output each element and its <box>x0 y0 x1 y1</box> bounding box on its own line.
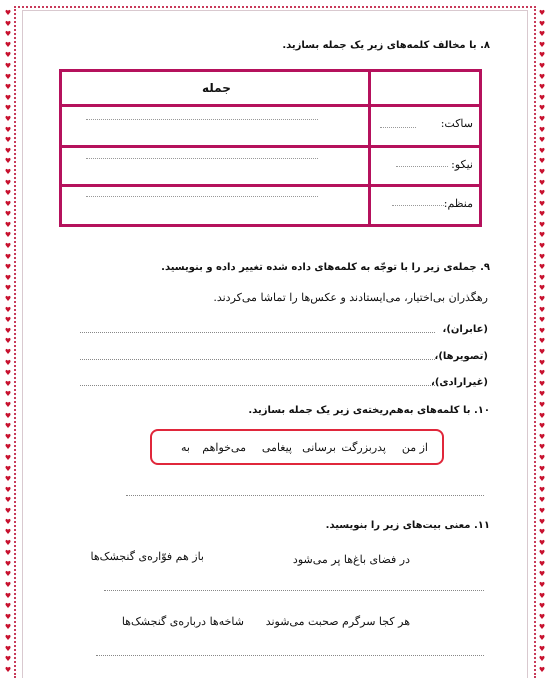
answer-line[interactable] <box>80 332 435 333</box>
table-header-row <box>62 72 479 107</box>
answer-line[interactable] <box>96 655 484 656</box>
sentence-dots[interactable] <box>86 119 318 120</box>
answer-line[interactable] <box>126 495 484 496</box>
table-header-sentence: جمله <box>202 81 231 95</box>
q11-title: ۱۱. معنی بیت‌های زیر را بنویسید. <box>325 520 490 531</box>
heart-border-left-icon: ♥ ♥ ♥ ♥ ♥ ♥ ♥ ♥ ♥ ♥ ♥ ♥ ♥ ♥ ♥ ♥ ♥ ♥ ♥ ♥ ♥ ♥ ♥ ♥ ♥ ♥ ♥ ♥ ♥ ♥ ♥ ♥ ♥ ♥ ♥ ♥ ♥ ♥ ♥ ♥ ♥ ♥ ♥ ♥ ♥ ♥ ♥ ♥ ♥ ♥ ♥ ♥ ♥ ♥ ♥ ♥ ♥ ♥ ♥ ♥ ♥ ♥ ♥ <box>4 9 12 674</box>
table-row[interactable] <box>62 148 479 187</box>
heart-border-right-icon: ♥ ♥ ♥ ♥ ♥ ♥ ♥ ♥ ♥ ♥ ♥ ♥ ♥ ♥ ♥ ♥ ♥ ♥ ♥ ♥ ♥ ♥ ♥ ♥ ♥ ♥ ♥ ♥ ♥ ♥ ♥ ♥ ♥ ♥ ♥ ♥ ♥ ♥ ♥ ♥ ♥ ♥ ♥ ♥ ♥ ♥ ♥ ♥ ♥ ♥ ♥ ♥ ♥ ♥ ♥ ♥ ♥ ♥ ♥ ♥ ♥ ♥ ♥ <box>538 9 546 674</box>
q9-prompt: (تصویرها)، <box>434 351 488 362</box>
answer-dots[interactable] <box>380 127 416 128</box>
answer-dots[interactable] <box>396 166 448 167</box>
q9-title: ۹. جمله‌ی زیر را با توجّه به کلمه‌های داده شده تغییر داده و بنویسید. <box>161 262 490 273</box>
scrambled-words-box <box>150 429 444 465</box>
q9-prompt: (غیرارادی)، <box>431 377 488 388</box>
answer-line[interactable] <box>80 359 435 360</box>
sentence-dots[interactable] <box>86 196 318 197</box>
sentence-dots[interactable] <box>86 158 318 159</box>
answer-dots[interactable] <box>392 205 444 206</box>
scrambled-word: پیغامی <box>261 441 292 454</box>
couplet-hemistich-right: در فضای باغ‌ها پر می‌شود <box>292 553 410 566</box>
scrambled-word: از من <box>401 441 428 454</box>
scrambled-word: پدربزرگت <box>341 441 386 454</box>
word-label: ساکت: <box>440 117 473 130</box>
couplet-hemistich-left: باز هم فوّاره‌ی گنجشک‌ها <box>90 550 204 563</box>
scrambled-word: می‌خواهم <box>202 441 246 454</box>
couplet-hemistich-right: هر کجا سرگرم صحبت می‌شوند <box>265 615 410 628</box>
answer-line[interactable] <box>80 385 435 386</box>
q10-title: ۱۰. با کلمه‌های به‌هم‌ریخته‌ی زیر یک جمله بسازید. <box>248 405 490 416</box>
table-row[interactable] <box>62 187 479 224</box>
q9-sentence: رهگذران بی‌اختیار، می‌ایستادند و عکس‌ها را تماشا می‌کردند. <box>213 291 488 304</box>
word-label: نیکو: <box>451 158 473 171</box>
word-label: منظم: <box>443 197 473 210</box>
q9-prompt: (عابران)، <box>442 324 488 335</box>
table-row[interactable] <box>62 107 479 148</box>
couplet-hemistich-left: شاخه‌ها درباره‌ی گنجشک‌ها <box>121 615 244 628</box>
scrambled-word: به <box>181 441 190 454</box>
antonym-table <box>59 69 482 227</box>
answer-line[interactable] <box>104 590 484 591</box>
scrambled-word: برسانی <box>302 441 336 454</box>
q8-title: ۸. با مخالف کلمه‌های زیر یک جمله بسازید. <box>282 40 490 51</box>
